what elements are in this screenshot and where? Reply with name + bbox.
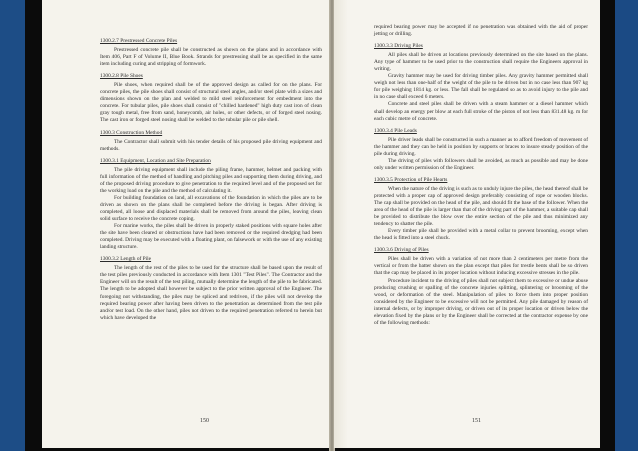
section-heading: 1300.2.7 Prestressed Concrete Piles [100,38,178,44]
section [100,38,322,68]
paragraph: Pile driver leads shall be constructed in such a manner as to afford freedom of movement of the hammer and they can be held in position by supports or braces to insure steady position of the pile during driving. [374,136,588,157]
paragraph: Every timber pile shall be provided with a metal collar to prevent brooming, except when the head is fitted into a steel chuck. [374,228,588,242]
left-page [42,0,333,448]
paragraph: The pile driving equipment shall include the piling frame, hammer, helmet and packing with full information of the method of handling and pitching piles and supporting them during driving, and of the proposed driving procedure to give penetration to the required level and of the proposed set for the working load on the pile and the method of calculating it. [100,166,322,194]
paragraph: All piles shall be driven at locations previously determined on the site based on the plans. Any type of hammer to be used prior to the construction shall require the Engineers approval in writing. [374,52,588,73]
right-book-edge [600,0,638,451]
section [374,128,588,172]
page-number: 151 [472,418,481,424]
section-heading: 1300.3.5 Protection of Pile Hearts [374,176,448,183]
paragraph: Gravity hammer may be used for driving timber piles. Any gravity hammer permitted shall weigh not less than one-half of the weight of the pile to be driven but in no case less than 907 kg for pile weighing 1814 kg. or less. The fall shall be regulated so as to avoid injury to the pile and in no case shall exceed 6 meters. [374,73,588,101]
section-heading: 1300.3 Construction Method [100,129,163,136]
section-heading: 1300.3.6 Driving of Piles [374,247,429,254]
section-heading: 1300.3.1 Equipment, Location and Site Preparation [100,157,211,164]
section [100,130,322,153]
section-heading: 1300.3.4 Pile Leads [374,127,417,134]
paragraph: For marine works, the piles shall be driven in properly staked positions with square holes after the site have been cleared or obstructions have had been removed or the required dredging had been completed. Driving may be executed with a floating plant, on falsework or with the use of any existing landing structure. [100,223,322,251]
section [374,43,588,123]
right-page [334,0,600,448]
right-page-text [374,24,588,332]
paragraph: The length of the rest of the piles to be used for the structure shall be based upon the result of the test piles previously conducted in accordance with Item 1301 "Test Piles". The Contractor and the Engineer will on the result of the test piling, mutually determine the length of the pile to be fabricated. The length to be adopted shall however be subject to the prior written approval of the Engineer. The foregoing not withstanding, the piles may be spliced and redriven, if the piles will not develop the required bearing power after having been driven to the penetration as determined from the test pile and/or test load. On the other hand, piles not driven to the required penetration referred to herein but which have developed the [100,265,322,321]
section-heading: 1300.3.2 Length of Pile [100,256,152,263]
paragraph: Piles shall be driven with a variation of not more than 2 centimeters per metre from the vertical or from the batter shown on the plan except that piles for trestle bents shall be so driven that the cap may be placed in its proper location without inducing excessive stresses in the pile. [374,256,588,277]
section-heading: 1300.2.8 Pile Shoes [100,73,143,80]
paragraph: The Contractor shall submit with his tender details of his proposed pile driving equipment and methods. [100,138,322,152]
paragraph: Prestressed concrete pile shall be constructed as shown on the plans and in accordance with Item 406, Part F of Volume II, Blue Book. Strands for prestressing shall be as specified in the same item including curing and stripping of formwork. [100,47,322,68]
paragraph: When the nature of the driving is such as to unduly injure the piles, the head thereof shall be protected with a proper cap of approved design preferably consisting of rope or wooden blocks. The cap shall be provided on the head of the pile, and should fit the base of the follower. When the area of the head of the pile is larger than that of the driving part of the hammer, a suitable cap shall be provided to distribute the blow over the entire section of the pile and thus minimized any tendency to shatter the pile. [374,185,588,228]
left-book-edge [0,0,40,451]
section [100,158,322,252]
page-number: 150 [200,418,209,424]
section [374,24,588,38]
section [374,177,588,242]
paragraph: Concrete and steel piles shall be driven with a steam hammer or a diesel hammer which shall develop an energy per blow at each full stroke of the piston of not less than 831.48 kg. m for each cubic metre of concrete. [374,101,588,122]
paragraph: For building foundation on land, all excavations of the foundation in which the piles are to be driven as shown on the plans shall be completed before the driving is began. After driving is completed, all loose and displaced materials shall be removed from around the piles, leaving clean solid surface to receive the concrete coping. [100,194,322,223]
paragraph: Pile shoes, when required shall be of the approved design as called for on the plans. For concrete piles, the pile shoes shall consist of structural steel angles, and/or steel plate with a sizes and dimensions shown on the plan and welded to mild steel reinforcement for embedment into the concrete. For tubular piles, pile shoes shall consist of "chilled hardened" high duty cast iron of clean gray tough metal, free from sand, honeycomb, air holes, or other defects, or of forged steel nosing. The cast iron or forged steel nosing shall be welded to the tubular pile or pile shell. [100,82,322,124]
section-heading: 1300.3.3 Driving Piles [374,43,423,50]
section [374,247,588,327]
section [100,73,322,124]
paragraph: The driving of piles with followers shall be avoided, as much as possible and may be done only under written permission of the Engineer. [374,157,588,171]
paragraph: Procedure incident to the driving of piles shall not subject them to excessive or undue abuse producing crushing or spalling of the concrete injuries splitting, splintering or brooming of the wood, or deformation of the steel. Manipulation of piles to force them into proper position considered by the Engineer to be excessive will not be permitted. Any pile damaged by reason of internal defects, or by improper driving, or driven out of its proper location or driven below the elevation fixed by the plans or by the Engineer shall be corrected at the contractor expense by one of the following methods: [374,277,588,326]
paragraph: required bearing power may be accepted if no penetration was obtained with the aid of proper jetting or drilling. [374,24,588,38]
left-page-text [100,38,322,327]
section [100,256,322,321]
